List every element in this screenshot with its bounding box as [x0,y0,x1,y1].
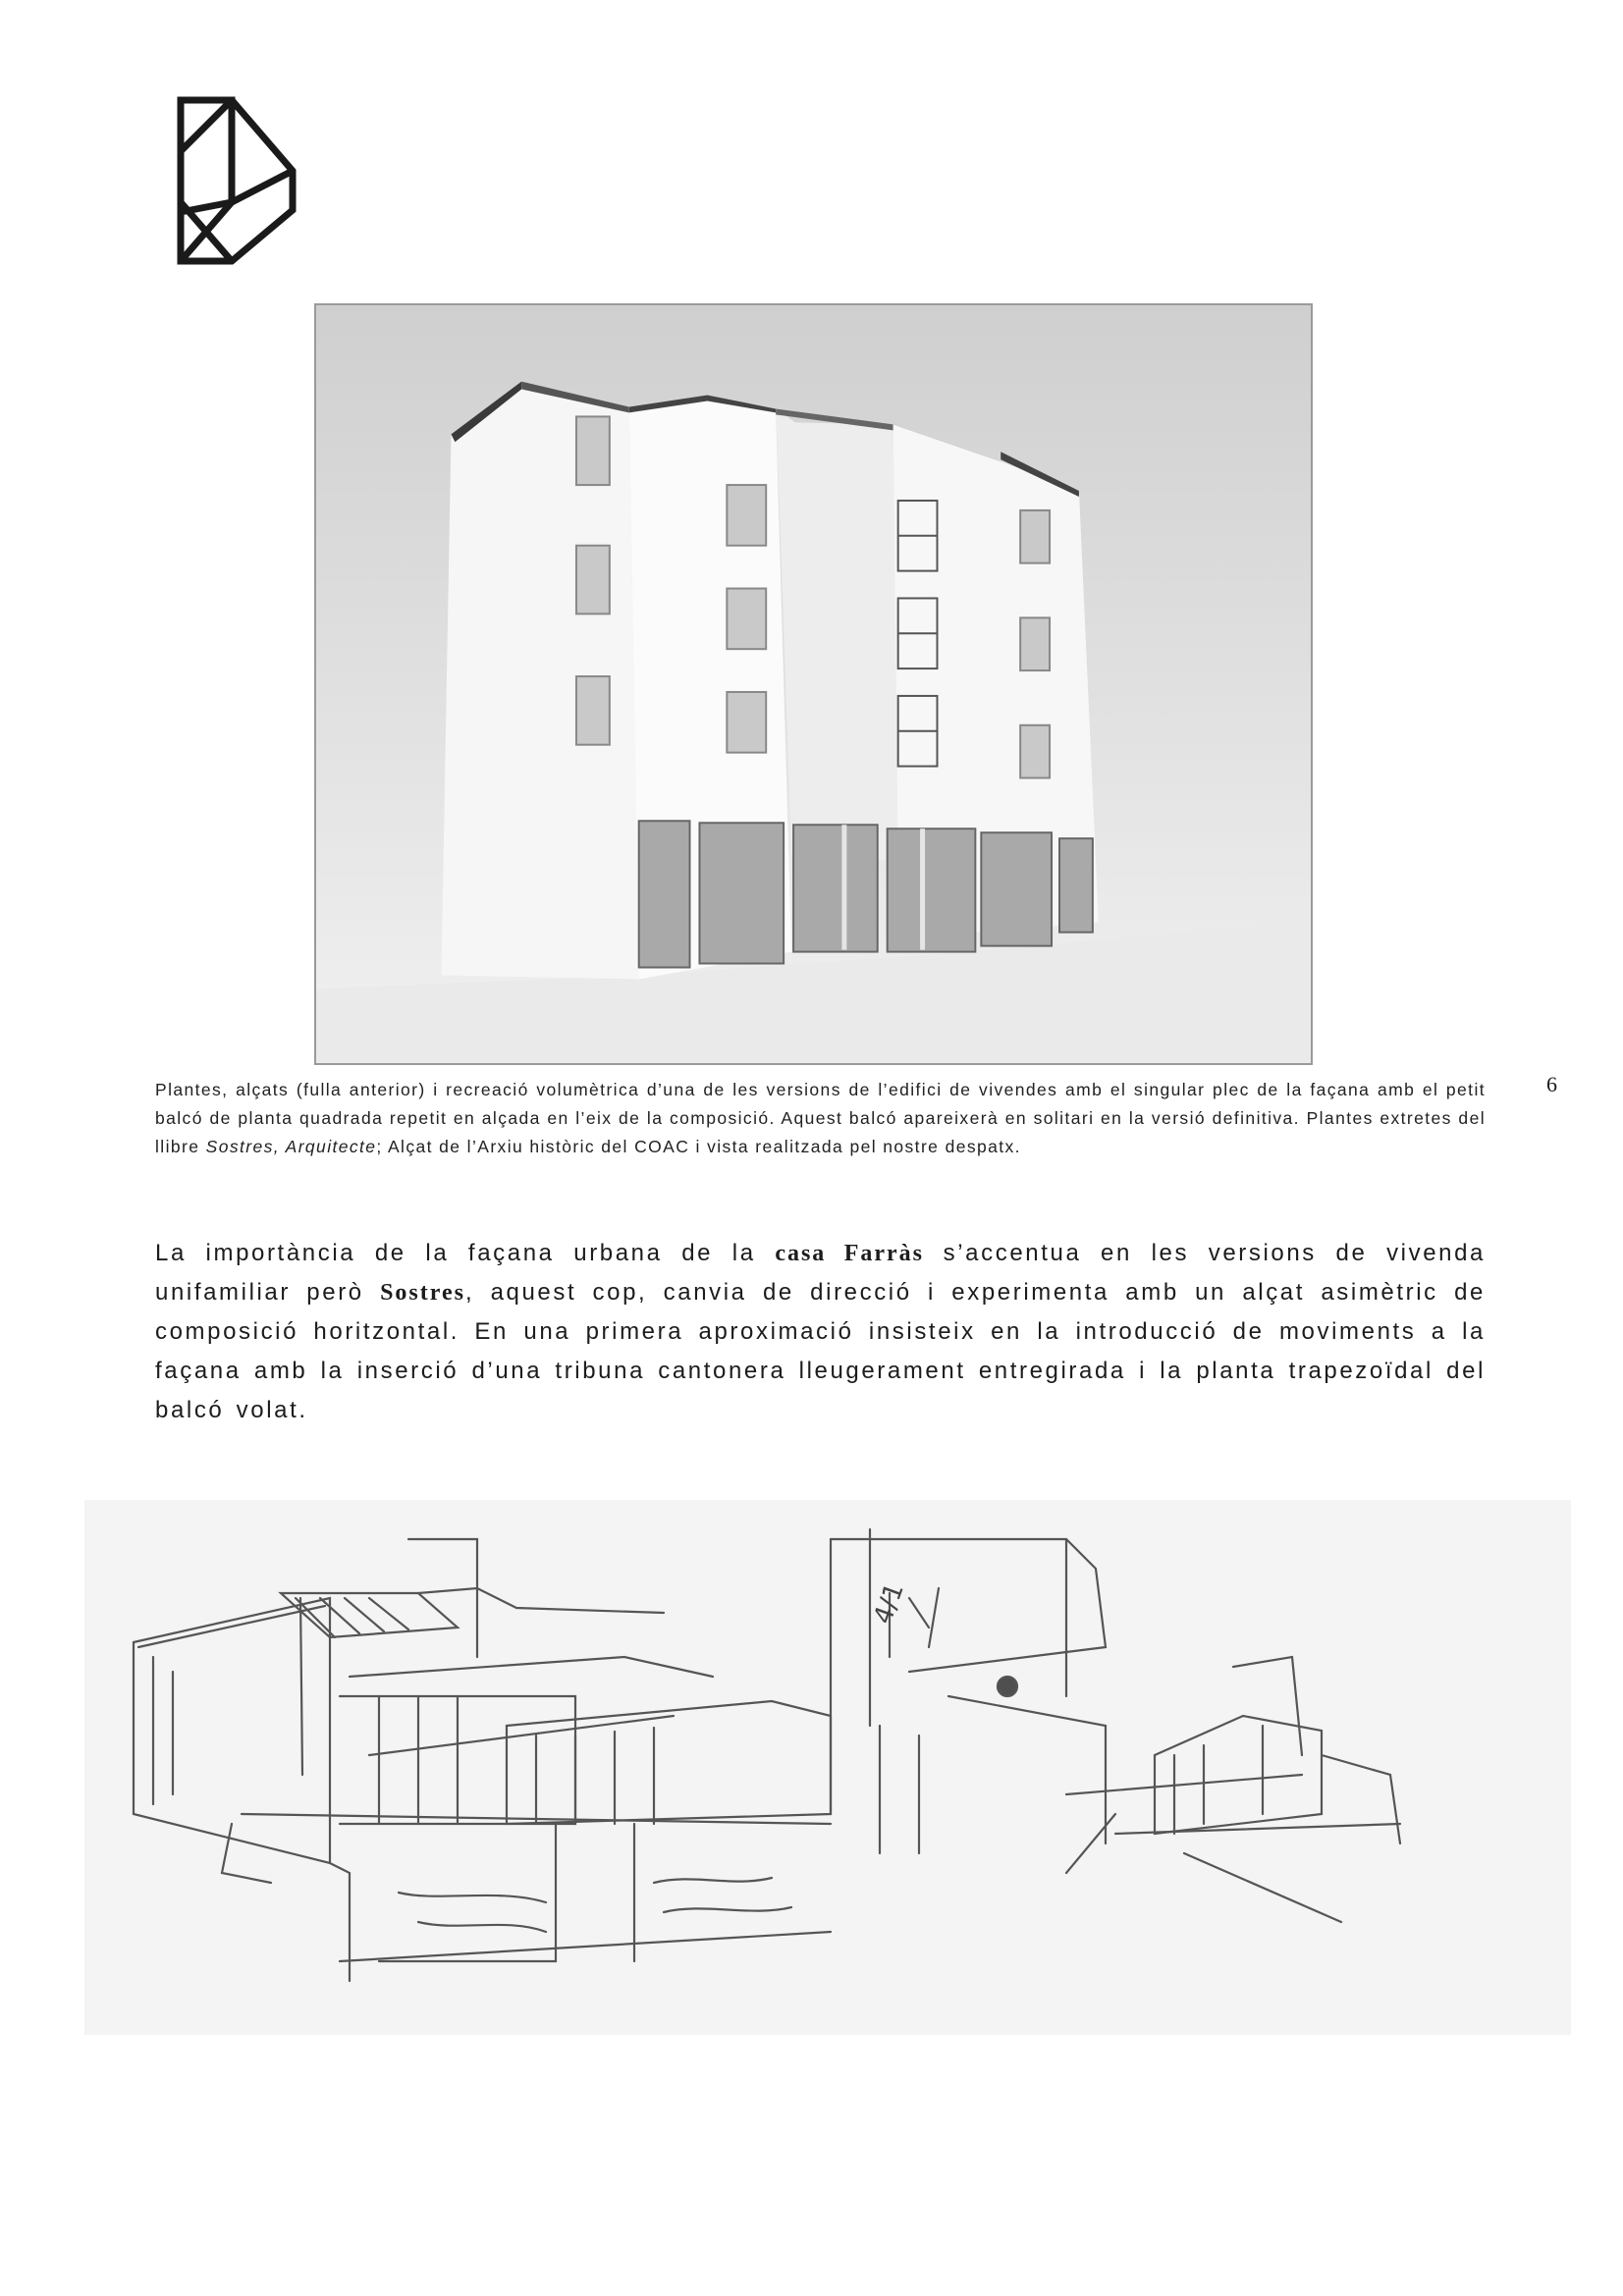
house-name: casa Farràs [775,1241,924,1266]
pencil-sketch-image [84,1500,1571,2035]
body-text: La importància de la façana urbana de la [155,1240,776,1266]
caption-text-end: ; Alçat de l’Arxiu històric del COAC i vista realitzada pel nostre despatx. [376,1137,1021,1156]
body-paragraph [155,1234,1486,1430]
architect-name: Sostres [380,1280,465,1306]
caption-text: Plantes, alçats (fulla anterior) i recreació volumètrica d’una de les versions de l’edifici de vivendes amb el singular plec de la façana amb el petit balcó de planta quadrada repetit en alçada en l’eix de la composició. Aquest balcó apareixerà en solitari en la versió definitiva. Plantes extretes del llibre [155,1080,1486,1156]
building-render-image [314,303,1313,1065]
book-title: Sostres, Arquitecte [205,1137,377,1156]
figure-caption [155,1076,1486,1161]
body-text-3: , aquest cop, canvia de direcció i experimenta amb un alçat asimètric de composició horitzontal. En una primera aproximació insisteix en la introducció de moviments a la façana amb la inserció d’una tribuna cantonera lleugerament entregirada i la planta trapezoïdal del balcó volat. [155,1279,1486,1423]
sketch-annotation: 4/1 [868,1578,910,1629]
body-text-2: s’accentua en les versions de vivenda unifamiliar però [155,1240,1487,1306]
monogram-logo-icon [175,94,298,266]
page-number: 6 [1546,1072,1557,1096]
